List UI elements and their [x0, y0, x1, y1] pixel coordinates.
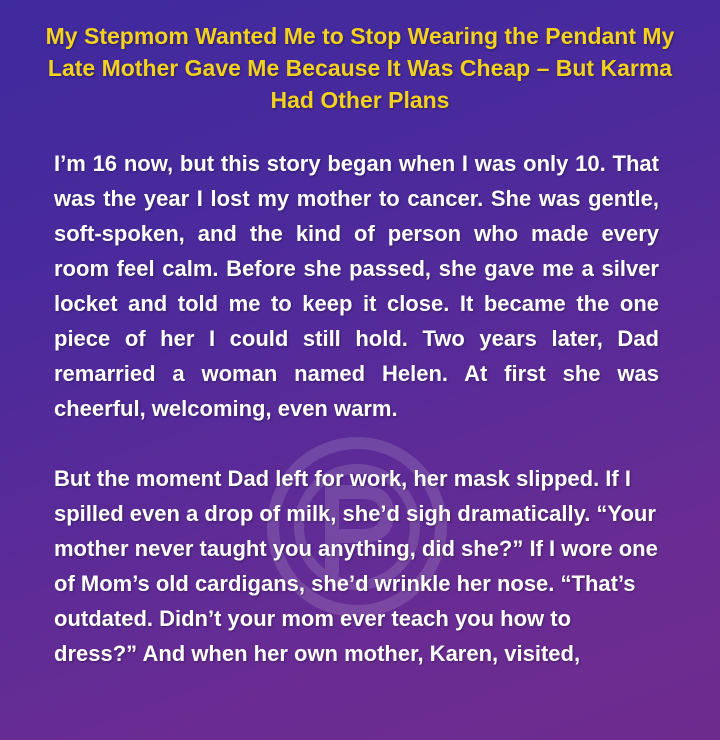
story-paragraph: But the moment Dad left for work, her mask slipped. If I spilled even a drop of milk, she’d sigh dramatically. “Your mother never taught you anything, did she?” If I wore one of Mom’s old cardigans, she’d wrinkle her nose. “That’s outdated. Didn’t your mom ever teach you how to dress?” And when her own mother, Karen, visited, — [54, 466, 658, 666]
story-paragraph: I’m 16 now, but this story began when I was only 10. That was the year I lost my mother to cancer. She was gentle, soft-spoken, and the kind of person who made every room feel calm. Before she passed, she gave me a silver locket and told me to keep it close. It became the one piece of her I could still hold. Two years later, Dad remarried a woman named Helen. At first she was cheerful, welcoming, even warm. — [54, 151, 659, 421]
story-body — [54, 146, 659, 671]
article-title: My Stepmom Wanted Me to Stop Wearing the Pendant My Late Mother Gave Me Because It Was Cheap – But Karma Had Other Plans — [45, 23, 675, 113]
